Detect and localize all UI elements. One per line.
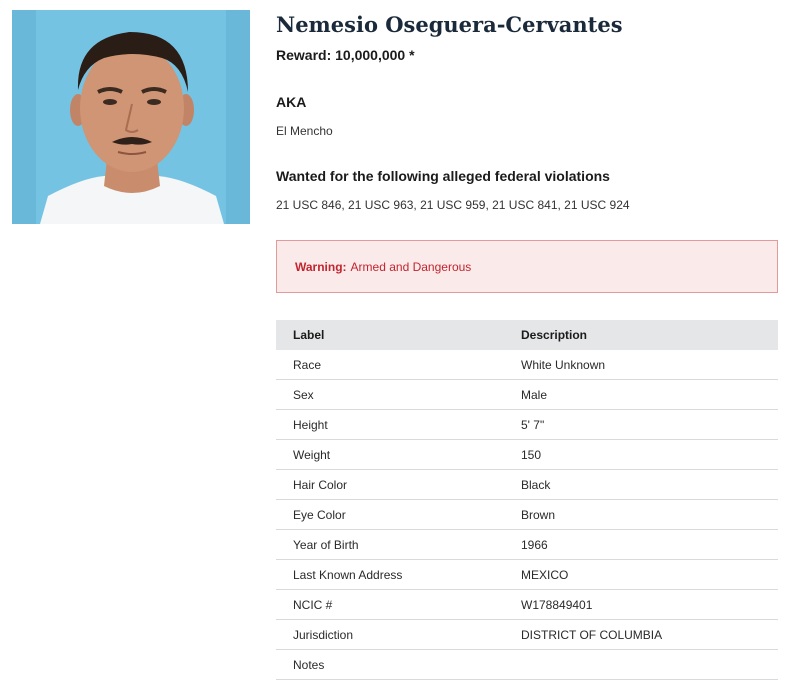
warning-label: Warning: bbox=[295, 259, 347, 274]
row-label: Sex bbox=[276, 380, 521, 410]
row-label: Hair Color bbox=[276, 470, 521, 500]
table-row bbox=[276, 620, 778, 650]
table-row bbox=[276, 410, 778, 440]
table-row bbox=[276, 560, 778, 590]
row-value: 5' 7" bbox=[521, 410, 778, 440]
table-row bbox=[276, 380, 778, 410]
table-row bbox=[276, 530, 778, 560]
row-label: Eye Color bbox=[276, 500, 521, 530]
row-value: Black bbox=[521, 470, 778, 500]
row-value: 150 bbox=[521, 440, 778, 470]
row-label: Jurisdiction bbox=[276, 620, 521, 650]
row-value: Male bbox=[521, 380, 778, 410]
table-row bbox=[276, 590, 778, 620]
table-row bbox=[276, 500, 778, 530]
column-header-label: Label bbox=[276, 320, 521, 350]
violations-heading: Wanted for the following alleged federal violations bbox=[276, 168, 610, 184]
aka-value: El Mencho bbox=[276, 124, 333, 138]
row-label: NCIC # bbox=[276, 590, 521, 620]
warning-text: Armed and Dangerous bbox=[350, 259, 472, 274]
suspect-photo bbox=[12, 10, 250, 224]
row-value: MEXICO bbox=[521, 560, 778, 590]
row-value: White Unknown bbox=[521, 350, 778, 380]
row-label: Last Known Address bbox=[276, 560, 521, 590]
suspect-name: Nemesio Oseguera-Cervantes bbox=[276, 12, 623, 37]
table-header-row bbox=[276, 320, 778, 350]
table-row bbox=[276, 470, 778, 500]
table-row bbox=[276, 440, 778, 470]
table-row bbox=[276, 650, 778, 680]
row-value: W178849401 bbox=[521, 590, 778, 620]
details-table bbox=[276, 320, 778, 680]
row-label: Weight bbox=[276, 440, 521, 470]
reward-amount: Reward: 10,000,000 * bbox=[276, 47, 415, 63]
row-value bbox=[521, 650, 778, 680]
violations-list: 21 USC 846, 21 USC 963, 21 USC 959, 21 USC 841, 21 USC 924 bbox=[276, 198, 630, 212]
row-label: Notes bbox=[276, 650, 521, 680]
row-label: Year of Birth bbox=[276, 530, 521, 560]
row-value: Brown bbox=[521, 500, 778, 530]
column-header-description: Description bbox=[521, 320, 778, 350]
table-row bbox=[276, 350, 778, 380]
row-label: Height bbox=[276, 410, 521, 440]
row-value: 1966 bbox=[521, 530, 778, 560]
warning-alert bbox=[276, 240, 778, 293]
row-value: DISTRICT OF COLUMBIA bbox=[521, 620, 778, 650]
aka-heading: AKA bbox=[276, 94, 307, 110]
row-label: Race bbox=[276, 350, 521, 380]
